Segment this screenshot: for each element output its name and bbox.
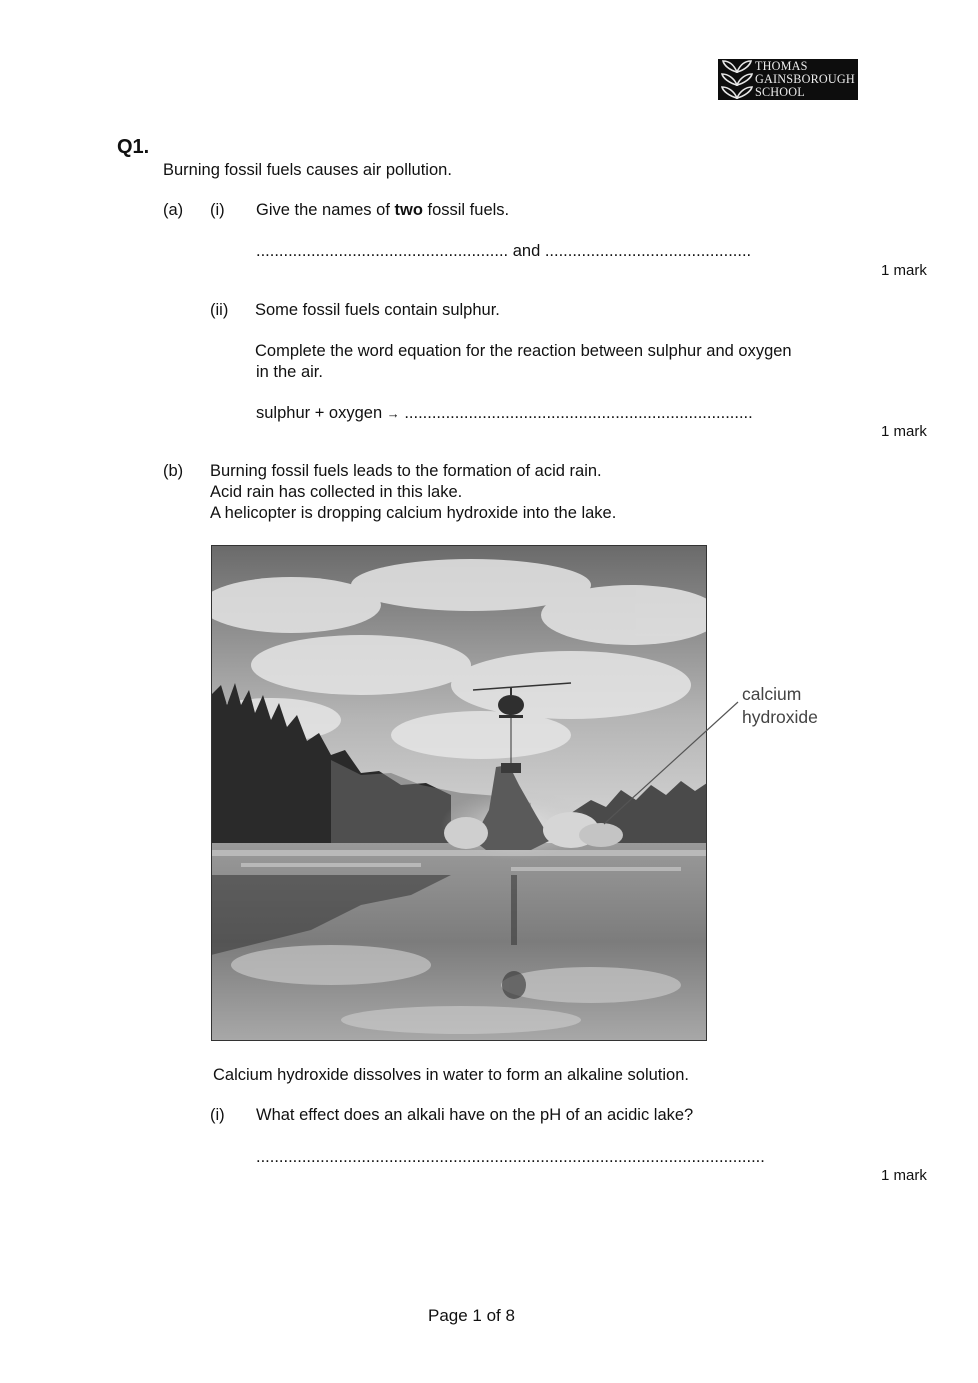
part-a-i-prompt: Give the names of two fossil fuels.: [256, 201, 510, 219]
word-equation: [256, 404, 753, 423]
part-b-line3: A helicopter is dropping calcium hydroxide into the lake.: [210, 504, 617, 522]
part-b-i-answer-line[interactable]: ...............................................................................................................: [256, 1148, 765, 1166]
part-b-line2: Acid rain has collected in this lake.: [210, 483, 463, 501]
part-a-ii-mark: 1 mark: [881, 423, 927, 440]
part-b-label: (b): [163, 462, 184, 480]
part-b-i-prompt: What effect does an alkali have on the pH of an acidic lake?: [256, 1106, 694, 1124]
page-number: Page 1 of 8: [428, 1306, 515, 1325]
part-b-line1: Burning fossil fuels leads to the formation of acid rain.: [210, 462, 602, 480]
school-name: THOMAS GAINSBOROUGH SCHOOL: [755, 59, 855, 99]
part-b-i-label: (i): [210, 1106, 225, 1124]
part-a-ii-instruction-line1: Complete the word equation for the reaction between sulphur and oxygen: [255, 342, 792, 360]
label-leader-line: [590, 700, 740, 830]
part-a-i-mark: 1 mark: [881, 262, 927, 279]
question-intro: Burning fossil fuels causes air pollution.: [163, 161, 452, 179]
school-logo: [718, 59, 858, 100]
part-a-ii-instruction-line2: in the air.: [256, 363, 323, 381]
leaf-emblem-icon: [720, 60, 754, 99]
arrow-icon: →: [386, 406, 400, 421]
part-a-i-label: (i): [210, 201, 225, 219]
calcium-hydroxide-label: calcium hydroxide: [742, 684, 818, 727]
part-a-ii-prompt: Some fossil fuels contain sulphur.: [255, 301, 500, 319]
part-b-i-mark: 1 mark: [881, 1167, 927, 1184]
part-a-i-answer-line[interactable]: ....................................................... and .............................................: [256, 242, 752, 260]
part-a-label: (a): [163, 201, 184, 219]
question-number: Q1.: [117, 136, 150, 158]
part-b-after-figure: Calcium hydroxide dissolves in water to form an alkaline solution.: [213, 1066, 689, 1084]
part-a-ii-label: (ii): [210, 301, 229, 319]
part-a-ii-answer-line[interactable]: ............................................................................: [404, 404, 753, 422]
equation-lhs: sulphur + oxygen: [256, 404, 383, 422]
